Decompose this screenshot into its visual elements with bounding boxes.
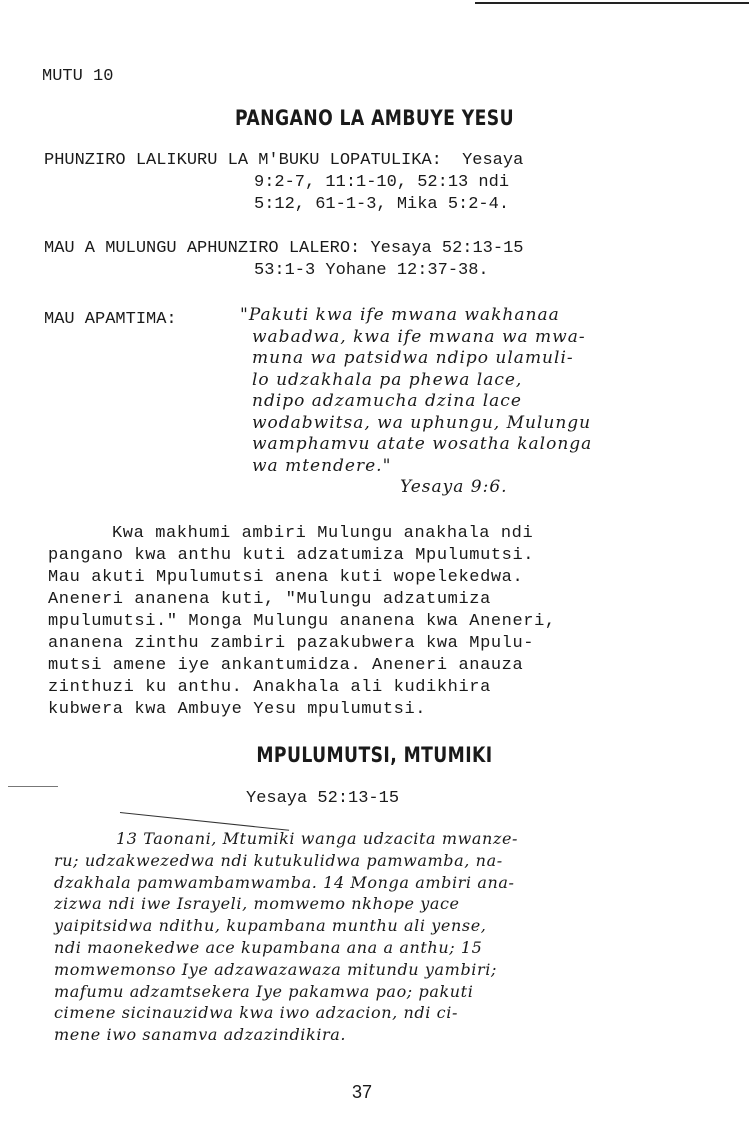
study-reference [44, 150, 724, 216]
paragraph-line: kubwera kwa Ambuye Yesu mpulumutsi. [48, 700, 427, 719]
key-verse [240, 305, 690, 499]
scripture-line: 13 Taonani, Mtumiki wanga udzacita mwanze- [116, 829, 519, 848]
top-rule [475, 2, 749, 4]
paragraph-line: Kwa makhumi ambiri Mulungu anakhala ndi [112, 524, 534, 543]
key-verse-label: MAU APAMTIMA: [44, 310, 177, 329]
scripture-passage [54, 828, 694, 1046]
unit-label: MUTU 10 [42, 67, 114, 86]
key-verse-line: wodabwitsa, wa uphungu, Mulungu [252, 412, 592, 433]
section-reference: Yesaya 52:13-15 [246, 789, 400, 808]
paragraph-line: pangano kwa anthu kuti adzatumiza Mpulumutsi. [48, 546, 535, 565]
study-line-3: 5:12, 61-1-3, Mika 5:2-4. [254, 195, 510, 214]
lesson-line-1: Yesaya 52:13-15 [370, 239, 524, 258]
lesson-label: MAU A MULUNGU APHUNZIRO LALERO: [44, 239, 361, 258]
scripture-line: momwemonso Iye adzawazawaza mitundu yambiri; [54, 959, 497, 979]
scripture-line: mene iwo sanamva adzazindikira. [54, 1025, 347, 1045]
page-title: PANGANO LA AMBUYE YESU [234, 106, 515, 130]
key-verse-line: wa mtendere." [252, 455, 392, 476]
scripture-line: zizwa ndi iwe Israyeli, momwemo nkhope yace [54, 894, 460, 914]
scripture-line: mafumu adzamtsekera Iye pakamwa pao; pakuti [54, 981, 474, 1001]
paragraph-line: mpulumutsi." Monga Mulungu ananena kwa Aneneri, [48, 612, 556, 631]
key-verse-reference: Yesaya 9:6. [400, 477, 508, 497]
margin-dash [8, 786, 58, 787]
key-verse-line: wabadwa, kwa ife mwana wa mwa- [252, 326, 586, 347]
study-label: PHUNZIRO LALIKURU LA M'BUKU LOPATULIKA: [44, 151, 442, 170]
scripture-line: ru; udzakwezedwa ndi kutukulidwa pamwamba, na- [54, 850, 503, 870]
scripture-line: yaipitsidwa ndithu, kupambana munthu ali yense, [54, 916, 487, 936]
key-verse-line: ndipo adzamucha dzina lace [252, 391, 522, 411]
scripture-line: ndi maonekedwe ace kupambana ana a anthu; 15 [54, 937, 483, 957]
paragraph-line: mutsi amene iye ankantumidza. Aneneri anauza [48, 656, 524, 675]
paragraph-line: ananena zinthu zambiri pazakubwera kwa Mpulu- [48, 634, 535, 653]
scripture-line: dzakhala pamwambamwamba. 14 Monga ambiri ana- [54, 872, 515, 892]
study-line-2: 9:2-7, 11:1-10, 52:13 ndi [254, 173, 510, 192]
paragraph-line: Mau akuti Mpulumutsi anena kuti wopelekedwa. [48, 568, 524, 587]
paragraph-line: zinthuzi ku anthu. Anakhala ali kudikhira [48, 678, 491, 697]
intro-paragraph [48, 523, 688, 721]
paragraph-line: Aneneri ananena kuti, "Mulungu adzatumiza [48, 590, 491, 609]
lesson-reference [44, 238, 724, 282]
key-verse-line: "Pakuti kwa ife mwana wakhanaa [240, 305, 560, 325]
key-verse-line: wamphamvu atate wosatha kalonga [252, 434, 593, 454]
study-line-1: Yesaya [462, 151, 524, 170]
scripture-line: cimene sicinauzidwa kwa iwo adzacion, ndi ci- [54, 1003, 458, 1023]
key-verse-line: lo udzakhala pa phewa lace, [252, 369, 523, 390]
page-number: 37 [352, 1082, 373, 1102]
lesson-line-2: 53:1-3 Yohane 12:37-38. [254, 261, 489, 280]
key-verse-line: muna wa patsidwa ndipo ulamuli- [252, 348, 574, 368]
section-title: MPULUMUTSI, MTUMIKI [256, 743, 493, 767]
